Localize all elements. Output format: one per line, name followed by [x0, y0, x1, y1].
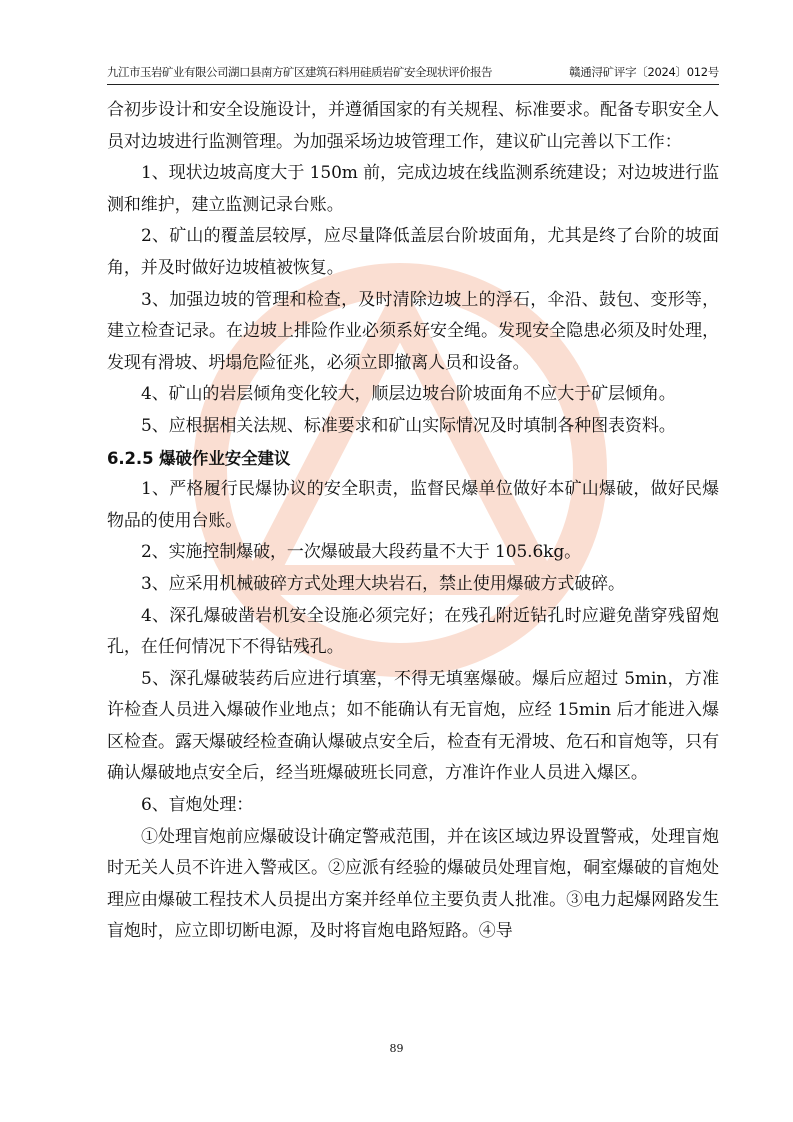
blasting-item-2: 2、实施控制爆破，一次爆破最大段药量不大于 105.6kg。: [141, 542, 582, 563]
slope-item-3: 3、加强边坡的管理和检查，及时清除边坡上的浮石，伞沿、鼓包、变形等，建立检查记录。在边坡上排险作业必须系好安全绳。发现安全隐患必须及时处理，发现有滑坡、坍塌危险征兆，必须立即撤离人员和设备。: [107, 289, 719, 373]
blasting-item-4: 4、深孔爆破凿岩机安全设施必须完好；在残孔附近钻孔时应避免凿穿残留炮孔，在任何情况下不得钻残孔。: [107, 605, 719, 658]
slope-item-2: 2、矿山的覆盖层较厚，应尽量降低盖层台阶坡面角，尤其是终了台阶的坡面角，并及时做好边坡植被恢复。: [107, 226, 719, 278]
header-document-number: 赣通浔矿评字〔2024〕012号: [569, 65, 719, 79]
page-header: [107, 62, 719, 85]
slope-item-5: 5、应根据相关法规、标准要求和矿山实际情况及时填制各种图表资料。: [141, 415, 676, 436]
body-text: [107, 95, 719, 948]
blasting-item-6: 6、盲炮处理：: [141, 795, 254, 816]
slope-item-4: 4、矿山的岩层倾角变化较大，顺层边坡台阶坡面角不应大于矿层倾角。: [141, 384, 676, 405]
page-number: 89: [389, 1042, 404, 1055]
misfire-handling-text: ①处理盲炮前应爆破设计确定警戒范围，并在该区域边界设置警戒，处理盲炮时无关人员不许进入警戒区。②应派有经验的爆破员处理盲炮，硐室爆破的盲炮处理应由爆破工程技术人员提出方案并经单位主要负责人批准。③电力起爆网路发生盲炮时，应立即切断电源，及时将盲炮电路短路。④导: [107, 826, 719, 942]
blasting-item-5: 5、深孔爆破装药后应进行填塞，不得无填塞爆破。爆后应超过 5min，方准许检查人员进入爆破作业地点；如不能确认有无盲炮，应经 15min 后才能进入爆区检查。露天爆破经检查确认爆破点安全后，检查有无滑坡、危石和盲炮等，只有确认爆破地点安全后，经当班爆破班长同意，方准许作业人员进入爆区。: [107, 668, 719, 784]
paragraph-intro: 合初步设计和安全设施设计，并遵循国家的有关规程、标准要求。配备专职安全人员对边坡进行监测管理。为加强采场边坡管理工作，建议矿山完善以下工作：: [107, 100, 719, 152]
section-heading-blasting: 6.2.5 爆破作业安全建议: [107, 448, 291, 468]
header-report-title: 九江市玉岩矿业有限公司湖口县南方矿区建筑石料用硅质岩矿安全现状评价报告: [107, 65, 492, 79]
blasting-item-1: 1、严格履行民爆协议的安全职责，监督民爆单位做好本矿山爆破，做好民爆物品的使用台账。: [107, 479, 719, 531]
slope-item-1: 1、现状边坡高度大于 150m 前，完成边坡在线监测系统建设；对边坡进行监测和维护，建立监测记录台账。: [107, 163, 719, 215]
blasting-item-3: 3、应采用机械破碎方式处理大块岩石，禁止使用爆破方式破碎。: [141, 573, 625, 594]
